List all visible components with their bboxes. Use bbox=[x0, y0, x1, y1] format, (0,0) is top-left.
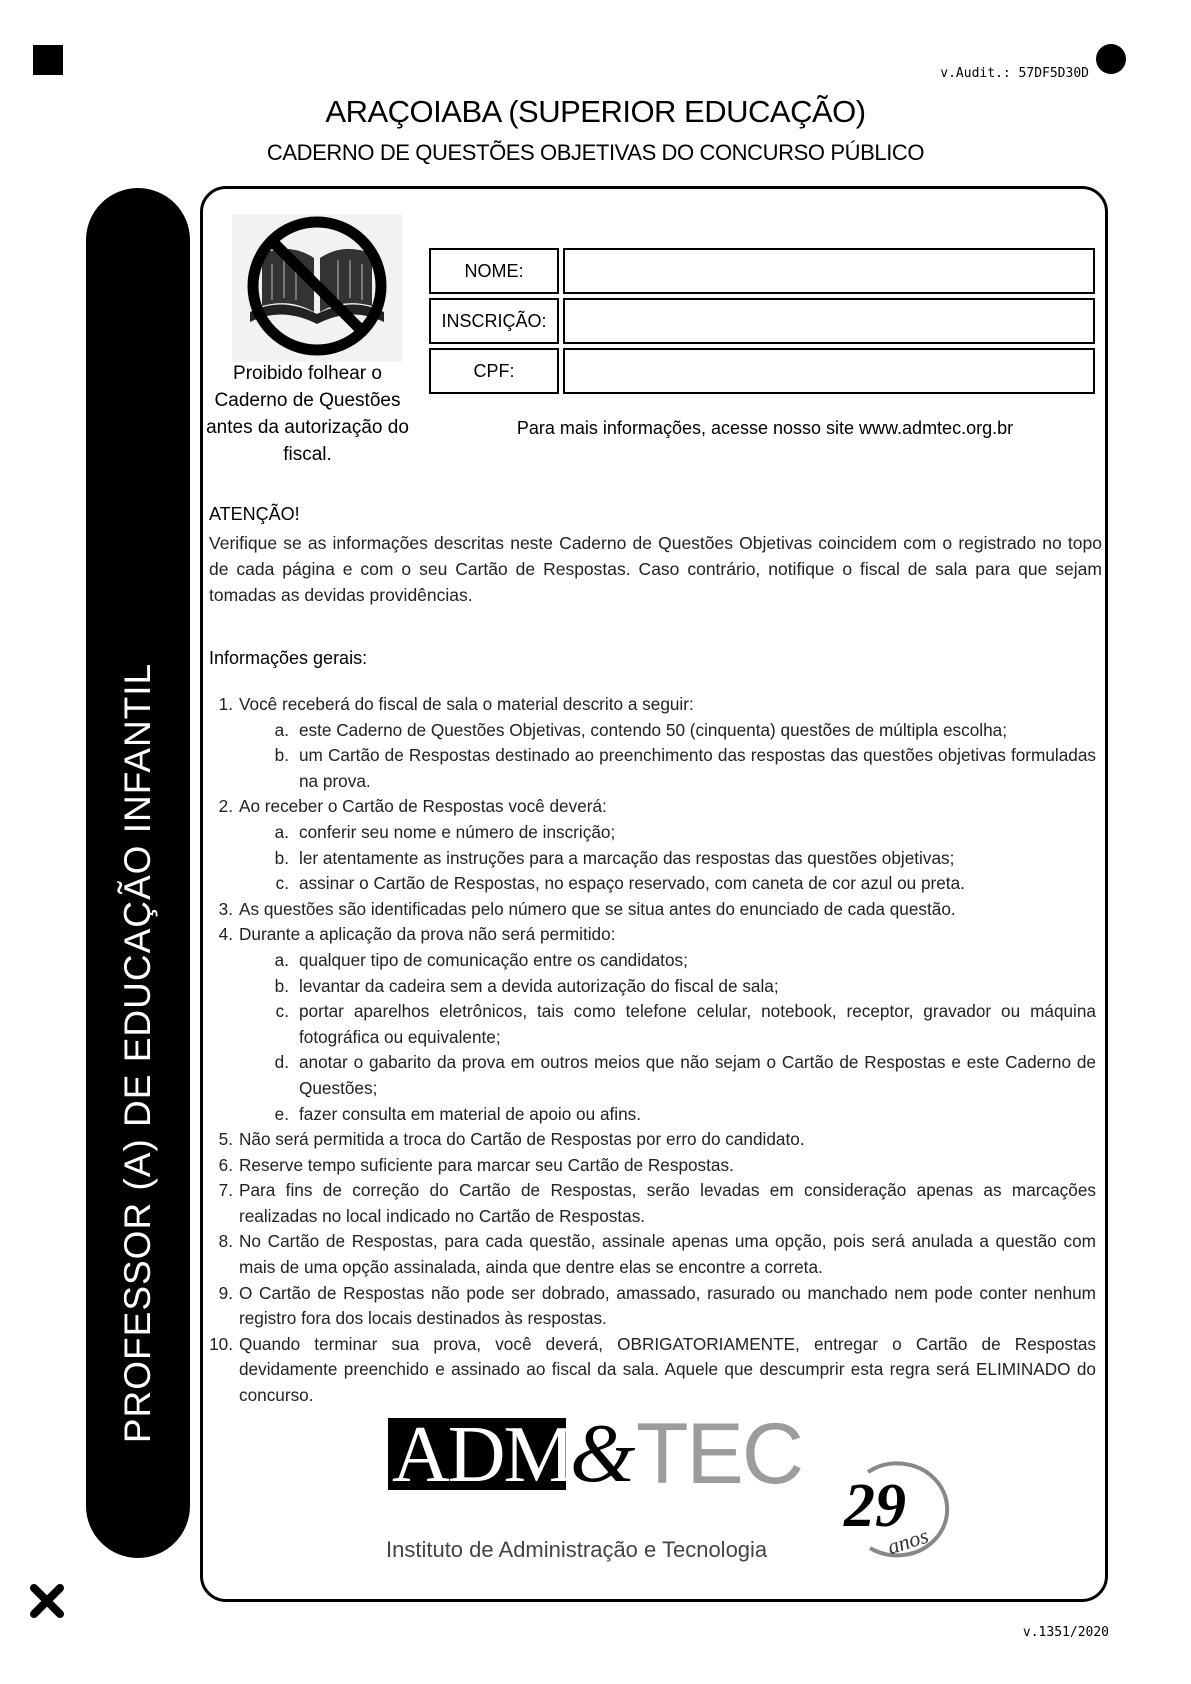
list-text: levantar da cadeira sem a devida autorização do fiscal de sala; bbox=[299, 975, 779, 996]
list-subitem bbox=[209, 846, 1096, 872]
field-row-nome bbox=[429, 248, 1095, 294]
list-marker: 10. bbox=[209, 1333, 233, 1354]
list-marker: b. bbox=[274, 847, 289, 868]
list-marker: 9. bbox=[218, 1282, 233, 1303]
list-text: Não será permitida a troca do Cartão de Respostas por erro do candidato. bbox=[239, 1129, 805, 1150]
page-subtitle: CADERNO DE QUESTÕES OBJETIVAS DO CONCURSO PÚBLICO bbox=[266, 140, 925, 165]
list-item bbox=[209, 1332, 1096, 1409]
anniversary-29-anos-logo bbox=[840, 1452, 960, 1562]
list-text: conferir seu nome e número de inscrição; bbox=[299, 821, 616, 842]
list-text: fazer consulta em material de apoio ou afins. bbox=[299, 1103, 642, 1124]
list-marker: 4. bbox=[218, 924, 233, 945]
list-text: anotar o gabarito da prova em outros meios que não sejam o Cartão de Respostas e este Caderno de Questões; bbox=[299, 1052, 1096, 1098]
cpf-input[interactable] bbox=[563, 348, 1095, 394]
logo-adm: ADM bbox=[392, 1411, 573, 1499]
list-marker: d. bbox=[274, 1052, 289, 1073]
list-item bbox=[209, 1153, 1096, 1179]
field-row-cpf bbox=[429, 348, 1095, 394]
list-subitem bbox=[209, 871, 1096, 897]
registration-mark-circle bbox=[1096, 44, 1126, 74]
logo-institute: Instituto de Administração e Tecnologia bbox=[386, 1537, 768, 1562]
cargo-title: PROFESSOR (A) DE EDUCAÇÃO INFANTIL bbox=[117, 662, 158, 1444]
list-subitem bbox=[209, 948, 1096, 974]
list-subitem bbox=[209, 999, 1096, 1050]
list-marker: c. bbox=[275, 873, 289, 894]
nome-input[interactable] bbox=[563, 248, 1095, 294]
list-subitem bbox=[209, 743, 1096, 794]
list-text: Quando terminar sua prova, você deverá, OBRIGATORIAMENTE, entregar o Cartão de Respostas devidamente preenchido e assinado ao fiscal da sala. Aquele que descumprir esta regra será ELIMINADO do concurso. bbox=[239, 1333, 1096, 1406]
list-marker: 8. bbox=[218, 1231, 233, 1252]
list-marker: e. bbox=[274, 1103, 289, 1124]
version-code: v.1351/2020 bbox=[1022, 1625, 1109, 1640]
atencao-text: Verifique se as informações descritas neste Caderno de Questões Objetivas coincidem com o registrado no topo de cada página e com o seu Cartão de Respostas. Caso contrário, notifique o fiscal de sala para que sejam tomadas as devidas providências. bbox=[209, 533, 1102, 605]
list-subitem bbox=[209, 820, 1096, 846]
list-text: ler atentamente as instruções para a marcação das respostas das questões objetivas; bbox=[299, 847, 955, 868]
registration-mark-square bbox=[33, 45, 63, 75]
list-text: qualquer tipo de comunicação entre os candidatos; bbox=[299, 949, 688, 970]
list-text: Durante a aplicação da prova não será permitido: bbox=[239, 924, 616, 945]
list-item bbox=[209, 794, 1096, 820]
inscricao-input[interactable] bbox=[563, 298, 1095, 344]
atencao-heading: ATENÇÃO! bbox=[209, 504, 300, 524]
list-text: As questões são identificadas pelo número que se situa antes do enunciado de cada questão. bbox=[239, 898, 956, 919]
list-text: Você receberá do fiscal de sala o material descrito a seguir: bbox=[239, 694, 694, 714]
field-label: NOME: bbox=[429, 248, 559, 294]
field-label: INSCRIÇÃO: bbox=[429, 298, 559, 344]
list-marker: c. bbox=[275, 1001, 289, 1022]
list-item bbox=[209, 1127, 1096, 1153]
list-marker: a. bbox=[274, 719, 289, 740]
list-text: Reserve tempo suficiente para marcar seu Cartão de Respostas. bbox=[239, 1154, 734, 1175]
anos-word: anos bbox=[884, 1522, 932, 1560]
list-marker: 3. bbox=[218, 898, 233, 919]
list-item bbox=[209, 1229, 1096, 1280]
list-text: O Cartão de Respostas não pode ser dobrado, amassado, rasurado ou manchado nem pode conter nenhum registro fora dos locais destinados às respostas. bbox=[239, 1282, 1096, 1329]
list-marker: 1. bbox=[218, 694, 233, 714]
list-marker: 2. bbox=[218, 796, 233, 817]
field-row-inscricao bbox=[429, 298, 1095, 344]
list-text: este Caderno de Questões Objetivas, contendo 50 (cinquenta) questões de múltipla escolha; bbox=[299, 719, 1007, 740]
list-marker: 5. bbox=[218, 1129, 233, 1150]
list-subitem bbox=[209, 718, 1096, 744]
candidate-fields bbox=[425, 244, 1099, 398]
list-text: portar aparelhos eletrônicos, tais como telefone celular, notebook, receptor, gravador ou máquina fotográfica ou equivalente; bbox=[299, 1001, 1096, 1047]
list-marker: b. bbox=[274, 975, 289, 996]
registration-mark-x bbox=[30, 1584, 64, 1618]
field-label: CPF: bbox=[429, 348, 559, 394]
audit-code: v.Audit.: 57DF5D30D bbox=[940, 66, 1089, 81]
list-subitem bbox=[209, 974, 1096, 1000]
no-open-book-icon bbox=[232, 214, 402, 362]
list-marker: 6. bbox=[218, 1154, 233, 1175]
list-item bbox=[209, 922, 1096, 948]
list-text: Para fins de correção do Cartão de Respostas, serão levadas em consideração apenas as marcações realizadas no local indicado no Cartão de Respostas. bbox=[239, 1180, 1096, 1226]
logo-ampersand: & bbox=[570, 1407, 636, 1500]
list-item bbox=[209, 1281, 1096, 1332]
list-item bbox=[209, 897, 1096, 923]
list-marker: a. bbox=[274, 949, 289, 970]
page-title: ARAÇOIABA (SUPERIOR EDUCAÇÃO) bbox=[325, 94, 866, 129]
anos-number: 29 bbox=[844, 1472, 906, 1540]
warning-text: Proibido folhear o Caderno de Questões antes da autorização do fiscal. bbox=[206, 363, 409, 465]
site-info: Para mais informações, acesse nosso site www.admtec.org.br bbox=[516, 418, 1014, 438]
logo-tec: TEC bbox=[636, 1406, 802, 1502]
list-subitem bbox=[209, 1050, 1096, 1101]
cargo-sidebar bbox=[86, 188, 190, 1558]
info-heading: Informações gerais: bbox=[209, 648, 368, 668]
list-text: assinar o Cartão de Respostas, no espaço reservado, com caneta de cor azul ou preta. bbox=[299, 873, 965, 894]
list-text: um Cartão de Respostas destinado ao preenchimento das respostas das questões objetivas formuladas na prova. bbox=[299, 745, 1096, 791]
list-text: No Cartão de Respostas, para cada questão, assinale apenas uma opção, pois será anulada a questão com mais de uma opção assinalada, ainda que dentre elas se encontre a correta. bbox=[239, 1231, 1096, 1278]
instructions-list bbox=[209, 692, 1096, 1409]
list-marker: a. bbox=[274, 821, 289, 842]
list-marker: b. bbox=[274, 745, 289, 766]
list-text: Ao receber o Cartão de Respostas você deverá: bbox=[239, 796, 607, 817]
list-subitem bbox=[209, 1102, 1096, 1128]
list-item bbox=[209, 1178, 1096, 1229]
list-item bbox=[209, 692, 1096, 718]
list-marker: 7. bbox=[218, 1180, 233, 1201]
